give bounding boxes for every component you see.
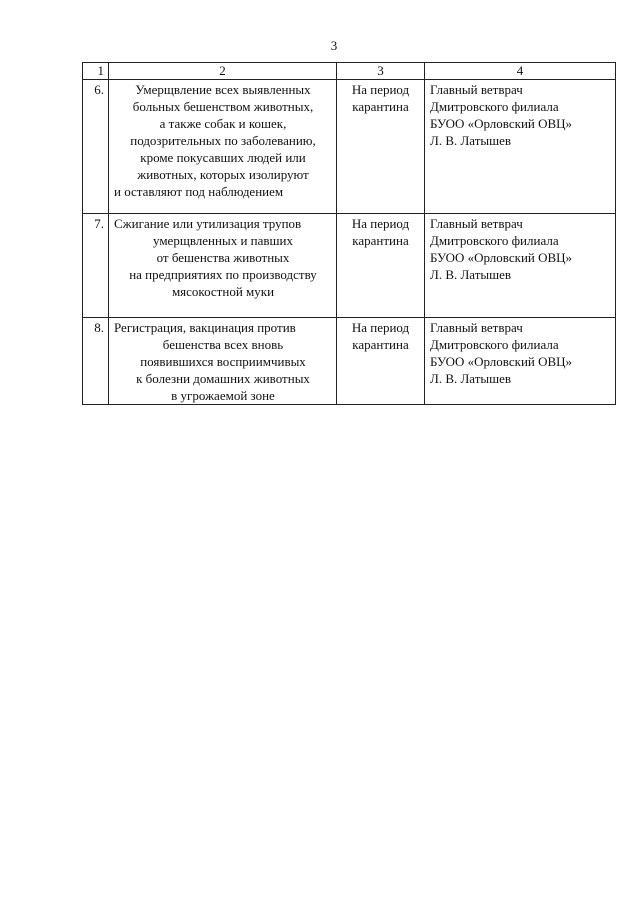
action-line: подозрительных по заболеванию, [130,133,316,148]
action-line: а также собак и кошек, [159,116,287,131]
table-row [83,214,616,318]
action-line: кроме покусавших людей или [140,150,306,165]
responsible-cell [425,80,616,214]
action-cell [109,80,337,214]
action-line: в угрожаемой зоне [171,388,275,403]
responsible-cell [425,318,616,405]
action-line: на предприятиях по производству [129,267,317,282]
action-line: появившихся восприимчивых [140,354,306,369]
responsible-line: Главный ветврач [430,320,523,335]
action-line: бешенства всех вновь [162,337,284,352]
action-line: больных бешенством животных, [132,99,314,114]
row-number: 8. [83,318,109,405]
header-cell-responsible: 4 [425,63,616,80]
action-line: от бешенства животных [156,250,290,265]
term-line: карантина [352,337,409,352]
action-line: к болезни домашних животных [136,371,310,386]
responsible-line: Л. В. Латышев [430,371,512,386]
responsible-line: БУОО «Орловский ОВЦ» [430,354,573,369]
measures-table [82,62,616,405]
term-line: На период [351,216,410,231]
header-cell-number: 1 [83,63,109,80]
table-header-row [83,63,616,80]
term-cell [337,318,425,405]
responsible-line: Л. В. Латышев [430,267,512,282]
action-line: животных, которых изолируют [137,167,309,182]
action-line: и оставляют под наблюдением [114,184,284,199]
responsible-line: Главный ветврач [430,82,523,97]
action-line: Сжигание или утилизация трупов [114,216,302,231]
action-line: умерщвленных и павших [153,233,293,248]
row-number: 7. [83,214,109,318]
page-number: 3 [330,38,338,53]
responsible-line: Дмитровского филиала [430,337,559,352]
header-cell-term: 3 [337,63,425,80]
action-line: Регистрация, вакцинация против [114,320,296,335]
term-line: карантина [352,233,409,248]
responsible-cell [425,214,616,318]
action-line: Умерщвление всех выявленных [135,82,311,97]
term-line: На период [351,320,410,335]
responsible-line: Главный ветврач [430,216,523,231]
action-line: мясокостной муки [171,284,275,299]
action-cell [109,318,337,405]
row-number: 6. [83,80,109,214]
responsible-line: БУОО «Орловский ОВЦ» [430,250,573,265]
responsible-line: БУОО «Орловский ОВЦ» [430,116,573,131]
table-row [83,80,616,214]
term-line: На период [351,82,410,97]
table-row [83,318,616,405]
responsible-line: Дмитровского филиала [430,99,559,114]
term-cell [337,214,425,318]
action-cell [109,214,337,318]
header-cell-action: 2 [109,63,337,80]
term-cell [337,80,425,214]
term-line: карантина [352,99,409,114]
responsible-line: Л. В. Латышев [430,133,512,148]
responsible-line: Дмитровского филиала [430,233,559,248]
